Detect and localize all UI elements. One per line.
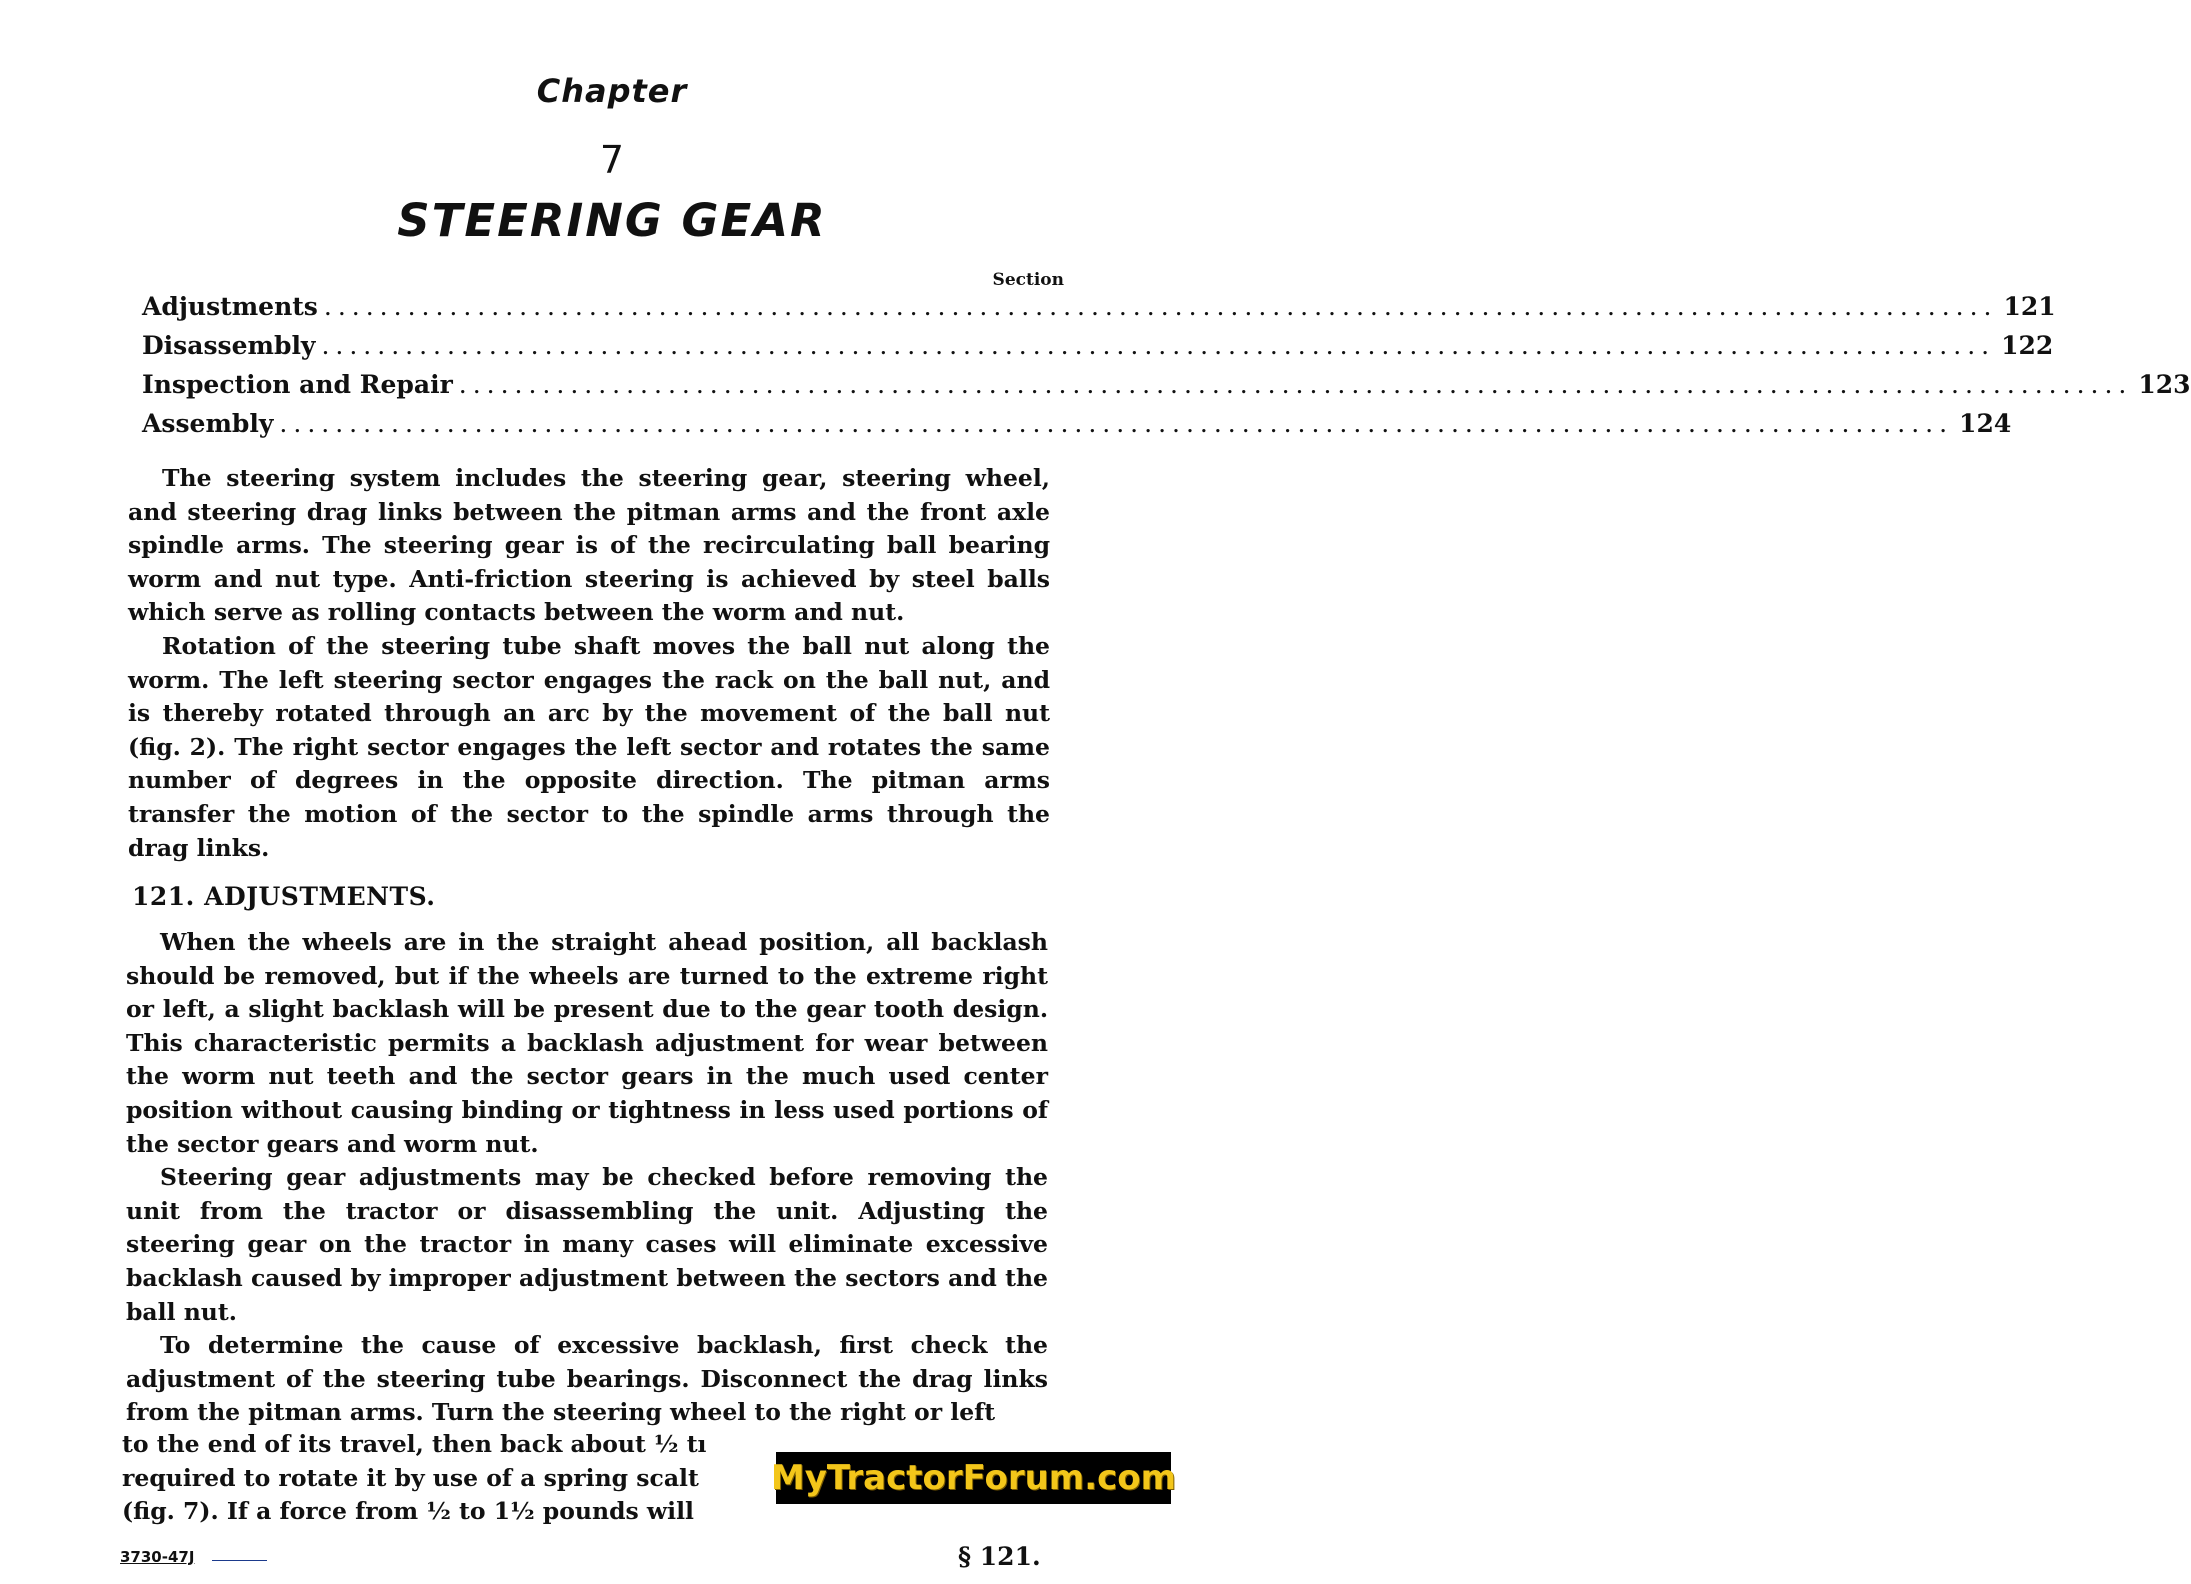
footer-form-number: 3730-47J	[120, 1548, 195, 1566]
toc-entry-label: Disassembly	[142, 331, 316, 360]
toc-column-header: Section	[992, 270, 1064, 290]
toc-entry-section: 123	[2138, 370, 2191, 399]
toc-entry-disassembly	[142, 331, 2054, 370]
toc-entry-label: Inspection and Repair	[142, 370, 453, 399]
watermark-text: MyTractorForum.com	[770, 1458, 1177, 1498]
toc-entry-label: Adjustments	[142, 292, 318, 321]
footer-rule	[212, 1560, 267, 1561]
footer-section-marker: § 121.	[958, 1542, 1041, 1571]
toc-entry-label: Assembly	[142, 409, 274, 438]
section-121-paragraph-3: To determine the cause of excessive backlash, first check the adjustment of the steering tube bearings. Disconnect the drag links from the pitman arms. Turn the steering wheel to the right or left	[126, 1331, 1048, 1427]
toc-leader-dots: ........................................................................................................................	[321, 331, 1996, 360]
toc-entry-inspection-repair	[142, 370, 2191, 409]
section-121-paragraph-2: Steering gear adjustments may be checked before removing the unit from the tractor or disassembling the unit. Adjusting the steering gear on the tractor in many cases will eliminate excessive backlash caused by improper adjustment between the sectors and the ball nut.	[126, 1163, 1048, 1326]
text-line: to the end of its travel, then back about ½ tı	[122, 1430, 707, 1458]
section-121-paragraph-3-continued	[122, 1428, 752, 1529]
section-121-heading: 121. ADJUSTMENTS.	[132, 882, 436, 911]
toc-leader-dots: ........................................................................................................................	[323, 292, 1998, 321]
intro-paragraph-2: Rotation of the steering tube shaft moves the ball nut along the worm. The left steering sector engages the rack on the ball nut, and is thereby rotated through an arc by the movement of the ball nut (fig. 2). The right sector engages the left sector and rotates the same number of degrees in the opposite direction. The pitman arms transfer the motion of the sector to the spindle arms through the drag links.	[128, 631, 1050, 862]
toc-entry-assembly	[142, 409, 2012, 448]
toc-entry-section: 124	[1959, 409, 2012, 438]
chapter-number: 7	[599, 138, 625, 182]
chapter-title: STEERING GEAR	[397, 194, 827, 247]
table-of-contents	[142, 292, 2191, 448]
intro-text	[128, 462, 1050, 865]
toc-entry-adjustments	[142, 292, 2056, 331]
text-line: (fig. 7). If a force from ½ to 1½ pounds will	[122, 1497, 694, 1526]
chapter-label: Chapter	[536, 72, 688, 110]
toc-entry-section: 122	[2001, 331, 2054, 360]
section-121-paragraph-1: When the wheels are in the straight ahead position, all backlash should be removed, but if the wheels are turned to the extreme right or left, a slight backlash will be present due to the gear tooth design. This characteristic permits a backlash adjustment for wear between the worm nut teeth and the sector gears in the much used center position without causing binding or tightness in less used portions of the sector gears and worm nut.	[126, 928, 1048, 1158]
section-121-text	[126, 926, 1048, 1430]
intro-paragraph-1: The steering system includes the steering gear, steering wheel, and steering drag links between the pitman arms and the front axle spindle arms. The steering gear is of the recirculating ball bearing worm and nut type. Anti-friction steering is achieved by steel balls which serve as rolling contacts between the worm and nut.	[128, 464, 1050, 627]
toc-leader-dots: ........................................................................................................................	[458, 370, 2133, 399]
text-line: required to rotate it by use of a spring scalt	[122, 1463, 699, 1492]
toc-entry-section: 121	[2003, 292, 2056, 321]
watermark-logo	[770, 1452, 1177, 1504]
toc-leader-dots: ........................................................................................................................	[279, 409, 1954, 438]
